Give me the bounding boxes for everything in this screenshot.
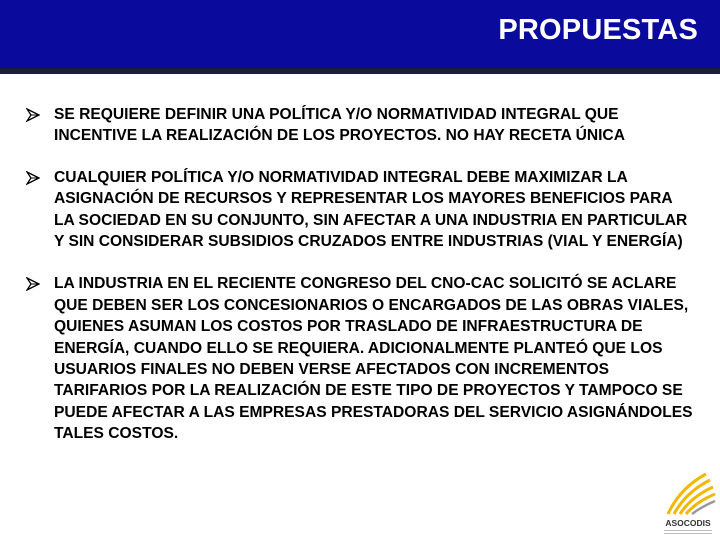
bullet-list <box>26 104 696 465</box>
asocodis-logo-icon <box>660 470 716 518</box>
list-item <box>26 104 696 147</box>
asocodis-logo <box>660 470 716 538</box>
list-item-text: SE REQUIERE DEFINIR UNA POLÍTICA Y/O NORMATIVIDAD INTEGRAL QUE INCENTIVE LA REALIZACIÓN DE LOS PROYECTOS. NO HAY RECETA ÚNICA <box>54 106 625 145</box>
list-item <box>26 273 696 444</box>
list-item-text: LA INDUSTRIA EN EL RECIENTE CONGRESO DEL CNO-CAC SOLICITÓ SE ACLARE QUE DEBEN SER LOS CONCESIONARIOS O ENCARGADOS DE LAS OBRAS VIALES, QUIENES ASUMAN LOS COSTOS POR TRASLADO DE INFRAESTRUCTURA DE ENERGÍA, CUANDO ELLO SE REQUIERA. ADICIONALMENTE PLANTEÓ QUE LOS USUARIOS FINALES NO DEBEN VERSE AFECTADOS CON INCREMENTOS TARIFARIOS POR LA REALIZACIÓN DE ESTE TIPO DE PROYECTOS Y TAMPOCO SE PUEDE AFECTAR A LAS EMPRESAS PRESTADORAS DEL SERVICIO ASIGNÁNDOLES TALES COSTOS. <box>54 275 693 443</box>
header-bar <box>0 0 720 74</box>
page-title: PROPUESTAS <box>498 14 698 46</box>
logo-subtitle-lines <box>664 530 712 536</box>
list-item-text: CUALQUIER POLÍTICA Y/O NORMATIVIDAD INTEGRAL DEBE MAXIMIZAR LA ASIGNACIÓN DE RECURSOS Y REPRESENTAR LOS MAYORES BENEFICIOS PARA LA SOCIEDAD EN SU CONJUNTO, SIN AFECTAR A UNA INDUSTRIA EN PARTICULAR Y SIN CONSIDERAR SUBSIDIOS CRUZADOS ENTRE INDUSTRIAS (VIAL Y ENERGÍA) <box>54 168 688 251</box>
logo-name: ASOCODIS <box>665 518 711 528</box>
arrowhead-bullet-icon <box>26 273 54 293</box>
arrowhead-bullet-icon <box>26 167 54 187</box>
list-item <box>26 167 696 253</box>
arrowhead-bullet-icon <box>26 104 54 124</box>
